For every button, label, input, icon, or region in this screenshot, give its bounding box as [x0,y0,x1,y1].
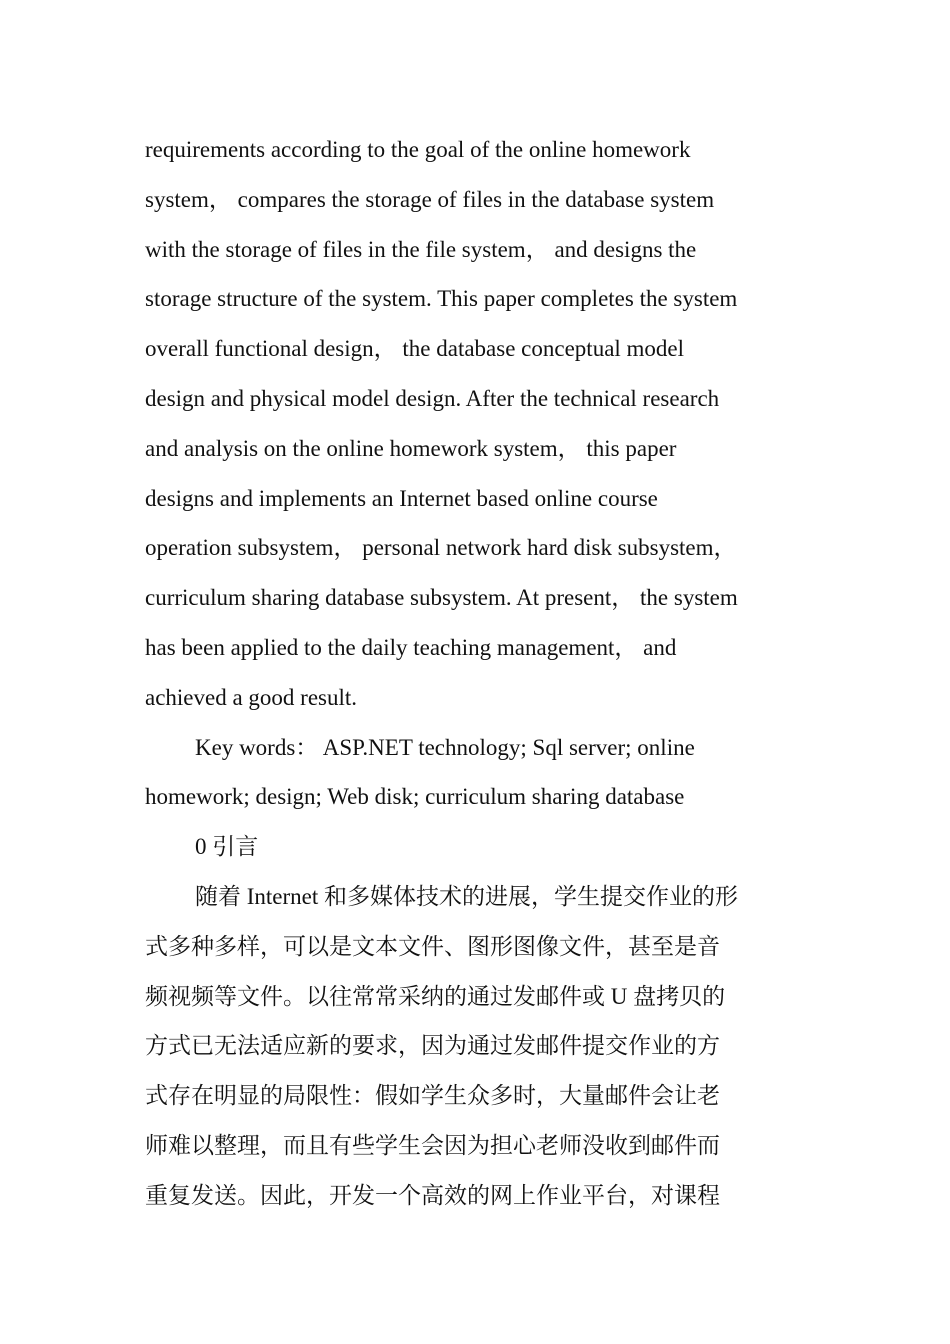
text-line: 重复发送。因此，开发一个高效的网上作业平台，对课程 [145,1182,720,1208]
document-body [145,125,810,1221]
text-line: 方式已无法适应新的要求，因为通过发邮件提交作业的方 [145,1033,720,1059]
text-line: designs and implements an Internet based online course [145,485,658,511]
text-line: system， compares the storage of files in the database system [145,186,715,212]
text-line: homework; design; Web disk; curriculum sharing database [145,784,685,810]
text-line: achieved a good result. [145,684,358,710]
text-line: requirements according to the goal of the online homework [145,137,691,162]
text-line: curriculum sharing database subsystem. At present， the system [145,585,738,611]
text-line: 式存在明显的局限性：假如学生众多时，大量邮件会让老 [145,1083,720,1109]
text-line: operation subsystem， personal network hard disk subsystem， [145,535,737,561]
text-line: 频视频等文件。以往常常采纳的通过发邮件或 U 盘拷贝的 [145,983,726,1009]
text-line: with the storage of files in the file system， and designs the [145,236,697,262]
text-line: design and physical model design. After the technical research [145,385,720,411]
text-line: 随着 Internet 和多媒体技术的进展，学生提交作业的形 [195,883,739,909]
text-line: storage structure of the system. This paper completes the system [145,286,738,312]
text-line: 师难以整理，而且有些学生会因为担心老师没收到邮件而 [145,1132,720,1158]
text-line: has been applied to the daily teaching management， and [145,634,677,660]
text-line: Key words： ASP.NET technology; Sql server; online [195,734,695,760]
text-line: overall functional design， the database conceptual model [145,336,685,362]
text-line: 0 引言 [195,834,259,860]
text-line: and analysis on the online homework system， this paper [145,435,677,461]
text-line: 式多种多样，可以是文本文件、图形图像文件，甚至是音 [145,933,720,959]
